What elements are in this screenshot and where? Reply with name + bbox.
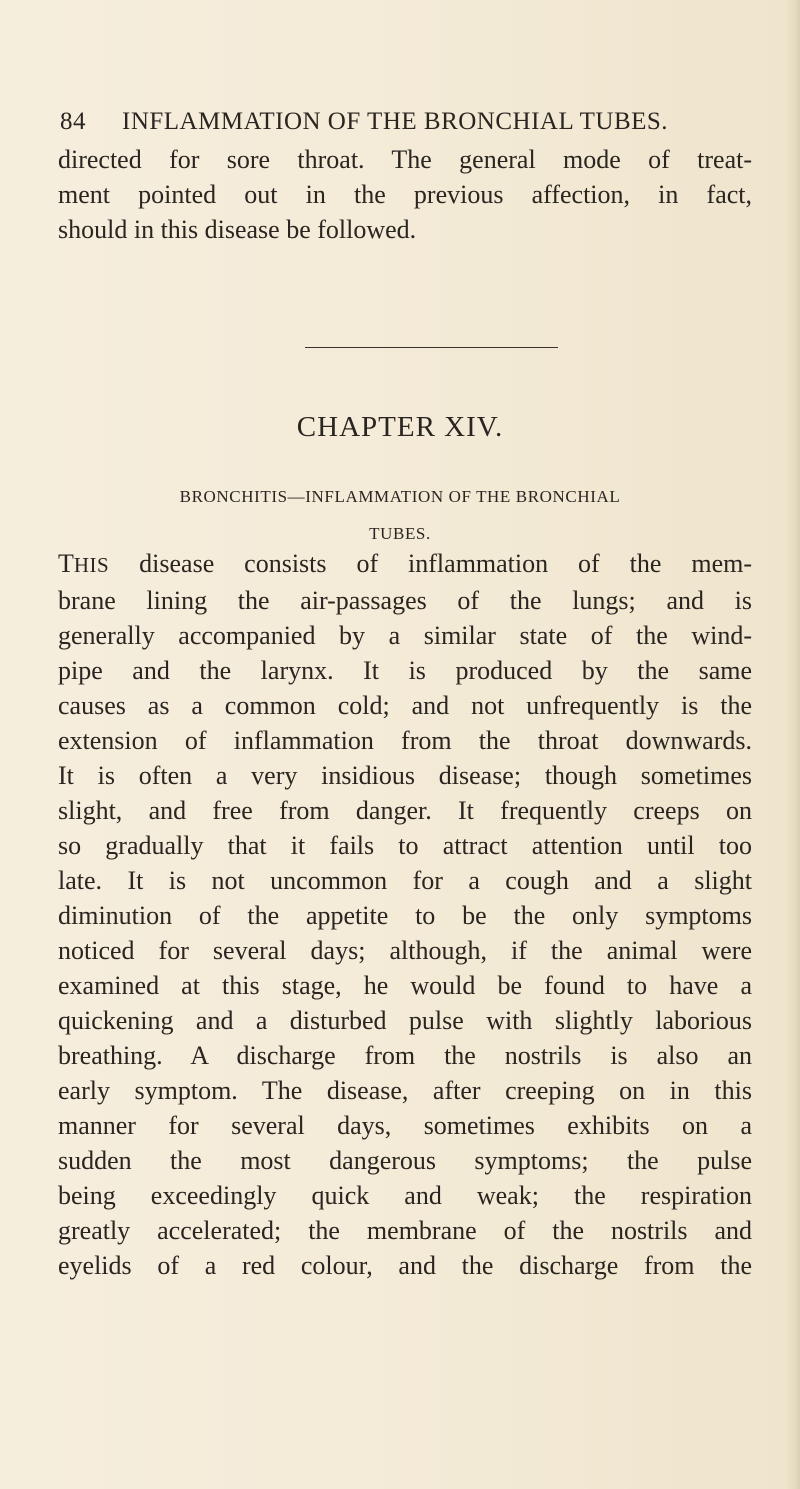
body-line: quickening and a disturbed pulse with slightly laborious xyxy=(58,1006,752,1035)
body-line: generally accompanied by a similar state of the wind- xyxy=(58,621,752,650)
section-divider xyxy=(305,347,558,348)
body-line: being exceedingly quick and weak; the respiration xyxy=(58,1181,752,1210)
body-line: so gradually that it fails to attract attention until too xyxy=(58,831,752,860)
body-line: eyelids of a red colour, and the discharge from the xyxy=(58,1251,752,1280)
small-caps-word: HIS xyxy=(73,553,110,577)
body-line: greatly accelerated; the membrane of the nostrils and xyxy=(58,1216,752,1245)
body-line: examined at this stage, he would be found to have a xyxy=(58,971,752,1000)
body-line: late. It is not uncommon for a cough and a slight xyxy=(58,866,752,895)
body-line: causes as a common cold; and not unfrequently is the xyxy=(58,691,752,720)
drop-initial: T xyxy=(58,549,74,578)
body-first-line xyxy=(58,546,752,583)
intro-line: ment pointed out in the previous affection, in fact, xyxy=(58,180,752,209)
body-line: sudden the most dangerous symptoms; the pulse xyxy=(58,1146,752,1175)
body-line: extension of inflammation from the throat downwards. xyxy=(58,726,752,755)
intro-line: directed for sore throat. The general mode of treat- xyxy=(58,145,752,174)
chapter-subtitle xyxy=(0,478,800,552)
page-number: 84 xyxy=(60,108,86,135)
body-line: brane lining the air-passages of the lungs; and is xyxy=(58,586,752,615)
body-line: slight, and free from danger. It frequently creeps on xyxy=(58,796,752,825)
intro-paragraph xyxy=(58,142,752,247)
body-line: noticed for several days; although, if the animal were xyxy=(58,936,752,965)
body-line: breathing. A discharge from the nostrils is also an xyxy=(58,1041,752,1070)
body-line: diminution of the appetite to be the only symptoms xyxy=(58,901,752,930)
body-line: early symptom. The disease, after creeping on in this xyxy=(58,1076,752,1105)
intro-line: should in this disease be followed. xyxy=(58,215,417,244)
first-line-text: disease consists of inflammation of the mem- xyxy=(109,549,752,578)
body-paragraph xyxy=(58,546,752,1283)
body-line: pipe and the larynx. It is produced by the same xyxy=(58,656,752,685)
running-head-title: INFLAMMATION OF THE BRONCHIAL TUBES. xyxy=(122,108,669,135)
running-head xyxy=(60,108,750,136)
chapter-title: CHAPTER XIV. xyxy=(296,411,504,443)
page-edge-shadow xyxy=(786,0,800,1489)
body-line: It is often a very insidious disease; though sometimes xyxy=(58,761,752,790)
chapter-subtitle-line: BRONCHITIS—INFLAMMATION OF THE BRONCHIAL xyxy=(179,487,621,506)
chapter-subtitle-line: TUBES. xyxy=(369,524,431,543)
body-line: manner for several days, sometimes exhibits on a xyxy=(58,1111,752,1140)
